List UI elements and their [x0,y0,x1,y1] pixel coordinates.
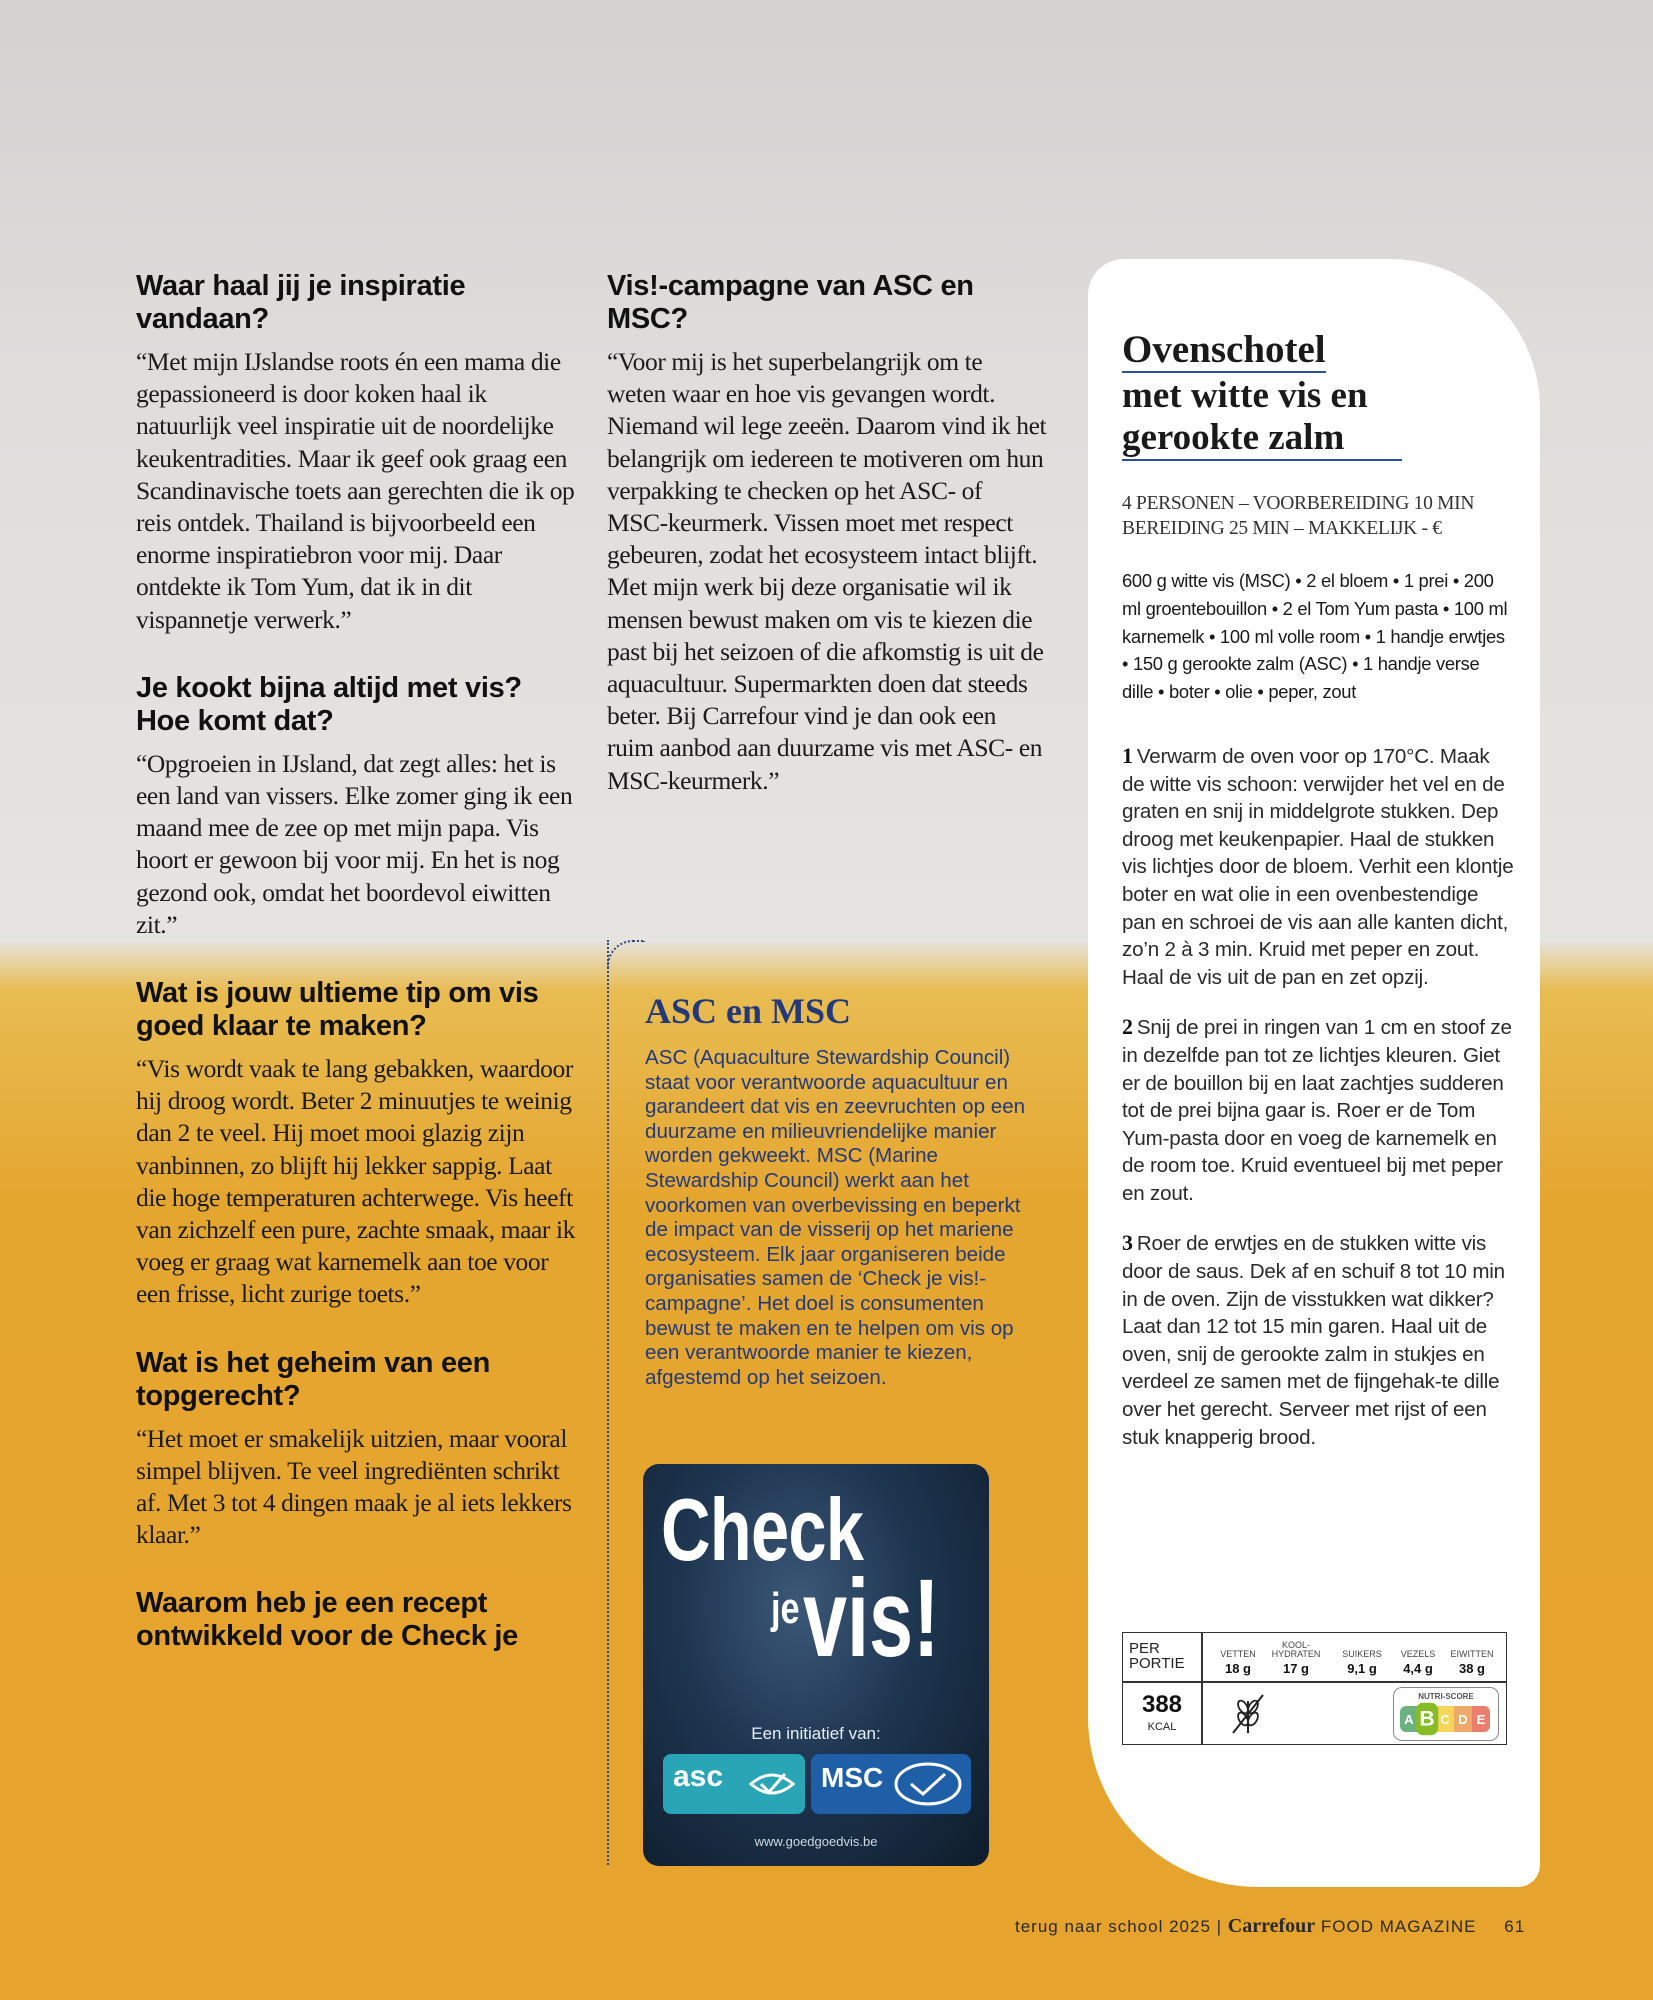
msc-logo-text: MSC [821,1762,884,1793]
recipe-title-bold: Ovenschotel [1122,328,1326,371]
nutri-grade: E [1472,1706,1490,1732]
answer-text: “Met mijn IJslandse roots én een mama die gepassioneerd is door koken haal ik natuurlijk veel inspiratie uit de noordelijke keukentradities. Maar ik geef ook graag een Scandinavische toets aan gerechten die ik op reis ontdek. Thailand is bijvoorbeeld een enorme inspiratiebron voor mij. Daar ontdekte ik Tom Yum, dat ik in dit vispannetje verwerk.” [136,347,575,634]
poster-check-text: Check [661,1480,864,1579]
recipe-step [1122,1229,1514,1451]
question-heading: Vis!-campagne van ASC en MSC? [607,270,974,335]
step-number: 2 [1122,1014,1133,1040]
nutrient-value: 18 g [1224,1661,1251,1676]
ingredient-list: 600 g witte vis (MSC) • 2 el bloem • 1 prei • 200 ml groentebouillon • 2 el Tom Yum pasta • 100 ml karnemelk • 100 ml volle room • 1 handje erwtjes • 150 g gerookte zalm (ASC) • 1 handje verse dille • boter • olie • peper, zout [1122,570,1508,703]
step-text: Snij de prei in ringen van 1 cm en stoof ze in dezelfde pan tot ze lichtjes kleuren. Giet er de bouillon bij en laat zachtjes sudderen tot de prei bijna gaar is. Roer er de Tom Yum-pasta door en voeg de karnemelk en de room toe. Kruid eventueel bij met peper en zout. [1122,1016,1512,1205]
nutrient-sugars [1333,1641,1391,1676]
nutrient-value: 17 g [1282,1661,1309,1676]
nutri-grade-selected: B [1416,1703,1439,1736]
recipe-meta [1122,491,1514,541]
per-portion-label [1129,1641,1185,1671]
poster-vis-text: vis! [803,1557,940,1680]
wheat-free-icon [1223,1689,1273,1739]
nutrient-label: VEZELS [1400,1649,1436,1659]
nutri-grade: A [1400,1706,1418,1732]
table-divider [1201,1633,1203,1744]
step-number: 1 [1122,742,1133,768]
nutrient-label: EIWITTEN [1450,1649,1494,1659]
issue-label: terug naar school 2025 [1015,1917,1211,1936]
nutri-score-badge [1393,1687,1499,1741]
question-heading: Wat is het geheim van een topgerecht? [136,1346,491,1412]
step-text: Verwarm de oven voor op 170°C. Maak de witte vis schoon: verwijder het vel en de graten en snij in middelgrote stukken. Dep droog met keukenpapier. Haal de stukken vis lichtjes door de bloem. Verhit een klontje boter en wat olie in een ovenbestendige pan en schroei de vis aan alle kanten dicht, zo’n 2 à 3 min. Kruid met peper en zout. Haal de vis uit de pan en zet opzij. [1122,744,1514,989]
asc-msc-infobox [607,940,1047,1865]
question-heading: Waarom heb je een recept ontwikkeld voor de Check je [136,1587,518,1653]
poster-initiative-text: Een initiatief van: [751,1724,881,1743]
per-label: PER [1129,1640,1160,1657]
nutri-score-label: NUTRI-SCORE [1418,1692,1474,1701]
kcal-label: KCAL [1147,1721,1177,1733]
kcal-value: 388 [1141,1691,1183,1718]
nutrient-protein [1443,1641,1501,1676]
portie-label: PORTIE [1129,1655,1185,1672]
infobox-text: ASC (Aquaculture Stewardship Council) staat voor verantwoorde aquacultuur en garandeert dat vis en zeevruchten op een duurzame en milieuvriendelijke manier worden gekweekt. MSC (Marine Stewardship Council) werkt aan het voorkomen van overbevissing en beperkt de impact van de visserij op het mariene ecosysteem. Elk jaar organiseren beide organisaties samen de ‘Check je vis!-campagne’. Het doel is consumenten bewust te maken en te helpen om vis op een verantwoorde manier te kiezen, afgestemd op het seizoen. [645,1046,1026,1389]
footer-separator: | [1216,1917,1223,1936]
nutrient-fat [1209,1641,1267,1676]
brand-name: Carrefour [1227,1915,1316,1937]
nutrient-value: 9,1 g [1347,1661,1377,1676]
nutrient-carbs [1267,1641,1325,1676]
recipe-card [1088,259,1540,1887]
msc-fish-icon [893,1760,963,1808]
check-je-vis-poster [643,1464,989,1866]
recipe-meta-line: BEREIDING 25 MIN – MAKKELIJK - € [1122,518,1442,539]
page-number: 61 [1504,1917,1526,1936]
infobox-title: ASC en MSC [645,991,852,1031]
recipe-step [1122,742,1514,991]
fish-tick-icon [747,1762,797,1806]
table-divider [1123,1681,1506,1683]
nutri-grade: D [1454,1706,1472,1732]
recipe-title-rest: met witte vis en gerookte zalm [1122,375,1402,461]
interview-column-left [136,270,576,1663]
nutrient-label: VETTEN [1220,1649,1256,1659]
poster-website: www.goedgoedvis.be [754,1834,878,1849]
recipe-meta-line: 4 PERSONEN – VOORBEREIDING 10 MIN [1122,493,1475,514]
step-number: 3 [1122,1230,1133,1256]
magazine-name: FOOD MAGAZINE [1320,1917,1477,1936]
answer-text: “Voor mij is het superbelangrijk om te weten waar en hoe vis gevangen wordt. Niemand wil lege zeeën. Daarom vind ik het belangrijk om iedereen te motiveren om hun verpakking te checken op het ASC- of MSC-keurmerk. Vissen moet met respect gebeuren, zodat het ecosysteem intact blijft. Met mijn werk bij deze organisatie wil ik mensen bewust maken om vis te kiezen die past bij het seizoen of die afkomstig is uit de aquacultuur. Supermarkten doen dat steeds beter. Bij Carrefour vind je dan ook een ruim aanbod aan duurzame vis met ASC- en MSC-keurmerk.” [607,347,1047,795]
answer-text: “Opgroeien in IJsland, dat zegt alles: het is een land van vissers. Elke zomer ging ik een maand mee de zee op met mijn papa. Vis hoort er gewoon bij voor mij. En het is nog gezond ook, omdat het boordevol eiwitten zit.” [136,748,573,939]
page-footer [1015,1915,1525,1938]
poster-je-text: je [771,1584,800,1633]
recipe-content [1122,329,1514,1451]
asc-logo [663,1754,805,1814]
answer-text: “Het moet er smakelijk uitzien, maar vooral simpel blijven. Te veel ingrediënten schrikt af. Met 3 tot 4 dingen maak je al iets lekkers klaar.” [136,1423,572,1550]
nutri-grade: C [1436,1706,1454,1732]
question-heading: Waar haal jij je inspiratie vandaan? [136,270,466,335]
msc-logo [811,1754,971,1814]
nutrient-value: 4,4 g [1403,1661,1433,1676]
dotted-border [607,940,639,1865]
nutri-score-grades [1400,1706,1490,1732]
nutrient-fibre [1389,1641,1447,1676]
asc-logo-text: asc [673,1760,724,1793]
question-heading: Je kookt bijna altijd met vis? Hoe komt dat? [136,671,522,737]
nutrition-table [1122,1632,1507,1745]
nutrient-value: 38 g [1458,1661,1485,1676]
nutrient-label: SUIKERS [1342,1649,1382,1659]
recipe-step [1122,1013,1514,1207]
question-heading: Wat is jouw ultieme tip om vis goed klaar te maken? [136,977,539,1043]
interview-column-middle [607,270,1047,833]
nutrient-label: KOOL-HYDRATEN [1271,1640,1321,1659]
step-text: Roer de erwtjes en de stukken witte vis door de saus. Dek af en schuif 8 tot 10 min in de oven. Zijn de visstukken wat dikker? Laat dan 12 tot 15 min garen. Haal uit de oven, snij de gerookte zalm in stukjes en verdeel ze samen met de fijngehak-te dille over het gerecht. Serveer met rijst of een stuk knapperig brood. [1122,1232,1505,1449]
recipe-title [1122,329,1514,461]
answer-text: “Vis wordt vaak te lang gebakken, waardoor hij droog wordt. Beter 2 minuutjes te weinig dan 2 te veel. Hij moet mooi glazig zijn vanbinnen, zo blijft hij lekker sappig. Laat die hoge temperaturen achterwege. Vis heeft van zichzelf een pure, zachte smaak, maar ik voeg er graag wat karnemelk aan toe voor een frisse, licht zurige toets.” [136,1054,576,1309]
